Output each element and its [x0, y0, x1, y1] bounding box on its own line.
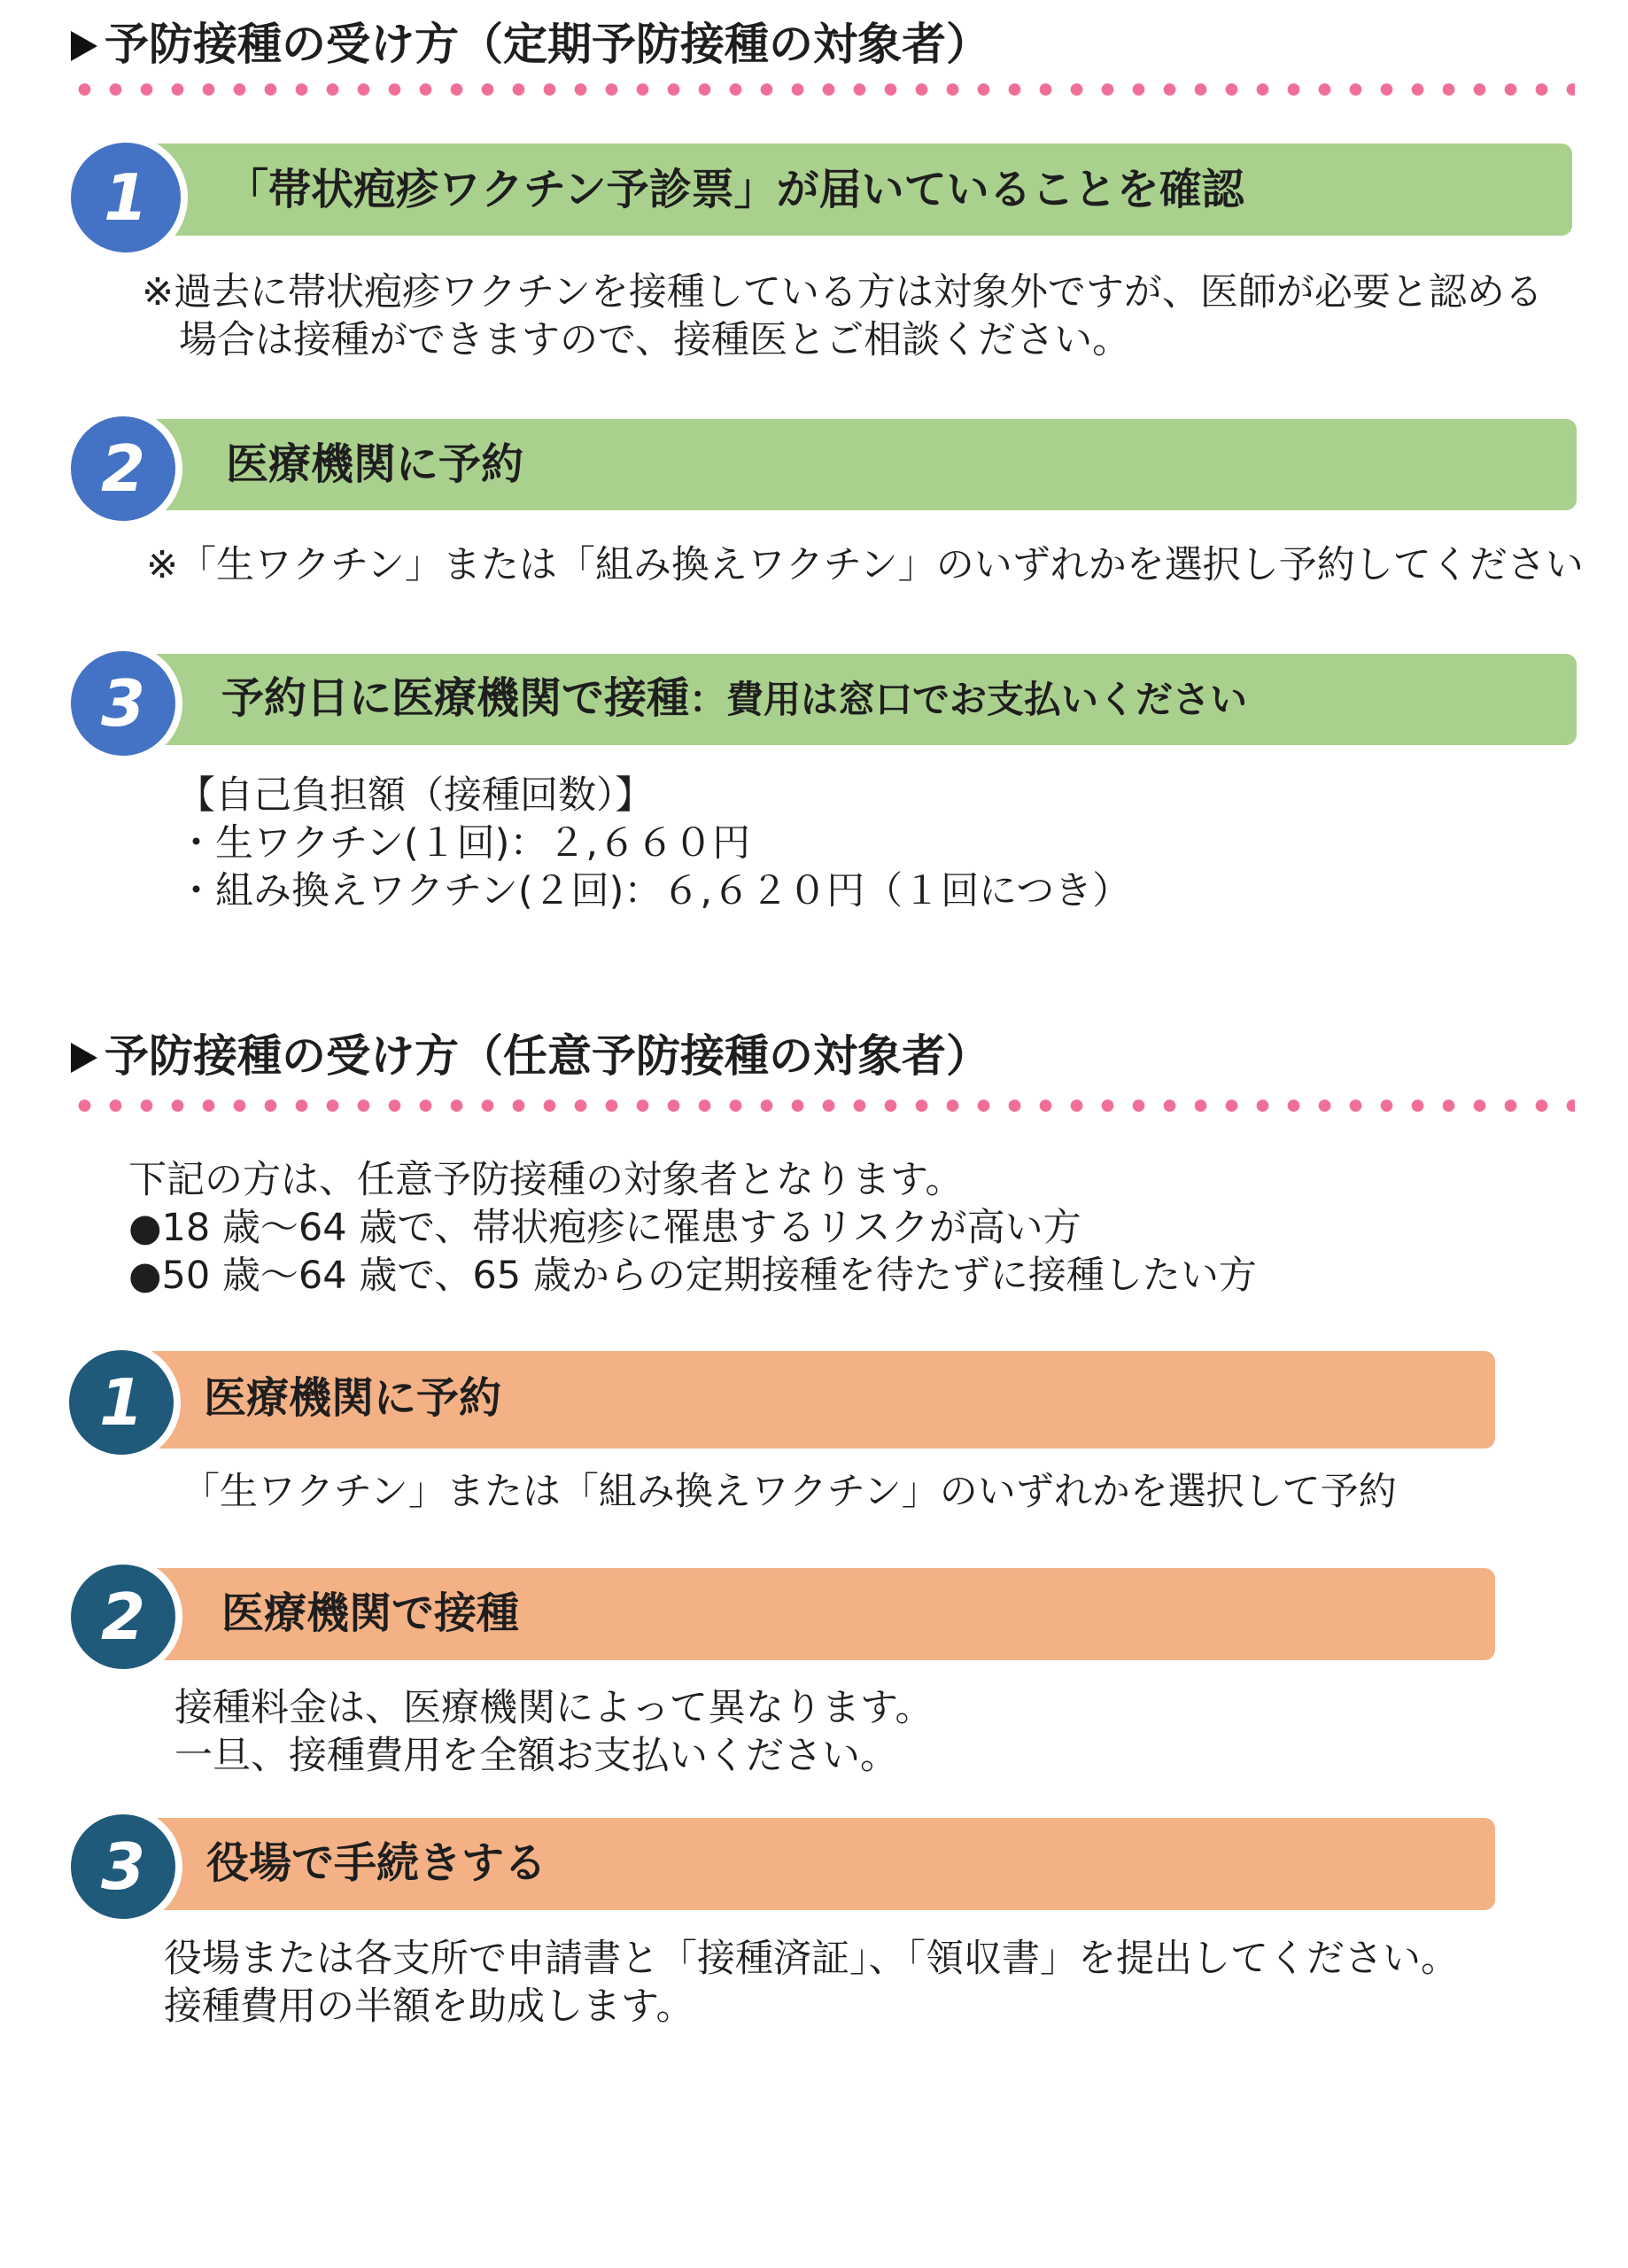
section1-title: 予防接種の受け方（定期予防接種の対象者）	[71, 18, 990, 71]
step1-label: 医療機関に予約	[204, 1373, 502, 1423]
step1-number-badge	[62, 1343, 181, 1462]
step3-note-line1: 役場または各支所で申請書と「接種済証」、「領収書」を提出してください。	[164, 1937, 1459, 1981]
step2-number-badge	[64, 1557, 182, 1676]
intro-line1: 下記の方は、任意予防接種の対象者となります。	[128, 1158, 964, 1202]
step-number: 3	[100, 1829, 146, 1904]
step1-label: 「帯状疱疹ワクチン予診票」が届いていることを確認	[226, 165, 1244, 214]
triangle-bullet-icon	[71, 31, 97, 61]
step1-note-line2: 場合は接種ができますので、接種医とご相談ください。	[179, 318, 1131, 362]
triangle-bullet-icon	[71, 1043, 97, 1073]
intro-bullet1: ●18 歳～64 歳で、帯状疱疹に罹患するリスクが高い方	[128, 1206, 1081, 1250]
cost-recombinant-vaccine: ・組み換えワクチン(２回)：６,６２０円（１回につき）	[177, 869, 1131, 913]
intro-bullet2: ●50 歳～64 歳で、65 歳からの定期接種を待たずに接種したい方	[128, 1254, 1257, 1298]
step-number: 2	[100, 1580, 146, 1654]
dotted-divider	[69, 1099, 1575, 1113]
step1-number-badge	[64, 136, 188, 260]
step1-note-line1: 「生ワクチン」または「組み換えワクチン」のいずれかを選択して予約	[182, 1470, 1397, 1514]
step2-label: 医療機関で接種	[221, 1588, 520, 1638]
cost-live-vaccine: ・生ワクチン(１回)：２,６６０円	[177, 821, 751, 866]
step-number: 1	[98, 1365, 144, 1440]
step3-main-label: 予約日に医療機関で接種	[221, 673, 690, 723]
step-number: 1	[103, 160, 149, 235]
step3-note-line2: 接種費用の半額を助成します。	[164, 1984, 694, 2029]
step2-note-line1: 接種料金は、医療機関によって異なります。	[174, 1686, 934, 1730]
step2-note-line1: ※「生ワクチン」または「組み換えワクチン」のいずれかを選択し予約してください	[146, 543, 1584, 587]
cost-heading: 【自己負担額（接種回数）】	[177, 773, 654, 818]
step2-number-badge	[64, 409, 182, 528]
step1-note-line1: ※過去に帯状疱疹ワクチンを接種している方は対象外ですが、医師が必要と認める	[142, 270, 1543, 315]
step3-sub-label: ：費用は窓口でお支払いください	[689, 678, 1248, 721]
step3-label: 役場で手続きする	[206, 1838, 547, 1888]
step3-number-badge	[64, 1807, 182, 1926]
step2-note-line2: 一旦、接種費用を全額お支払いください。	[174, 1734, 898, 1778]
section2-title: 予防接種の受け方（任意予防接種の対象者）	[71, 1029, 990, 1083]
step-number: 3	[100, 666, 146, 741]
step2-label: 医療機関に予約	[226, 439, 524, 489]
step3-label	[221, 670, 1247, 728]
dotted-divider	[69, 82, 1575, 97]
step-number: 2	[100, 431, 146, 506]
step3-number-badge	[64, 644, 182, 763]
